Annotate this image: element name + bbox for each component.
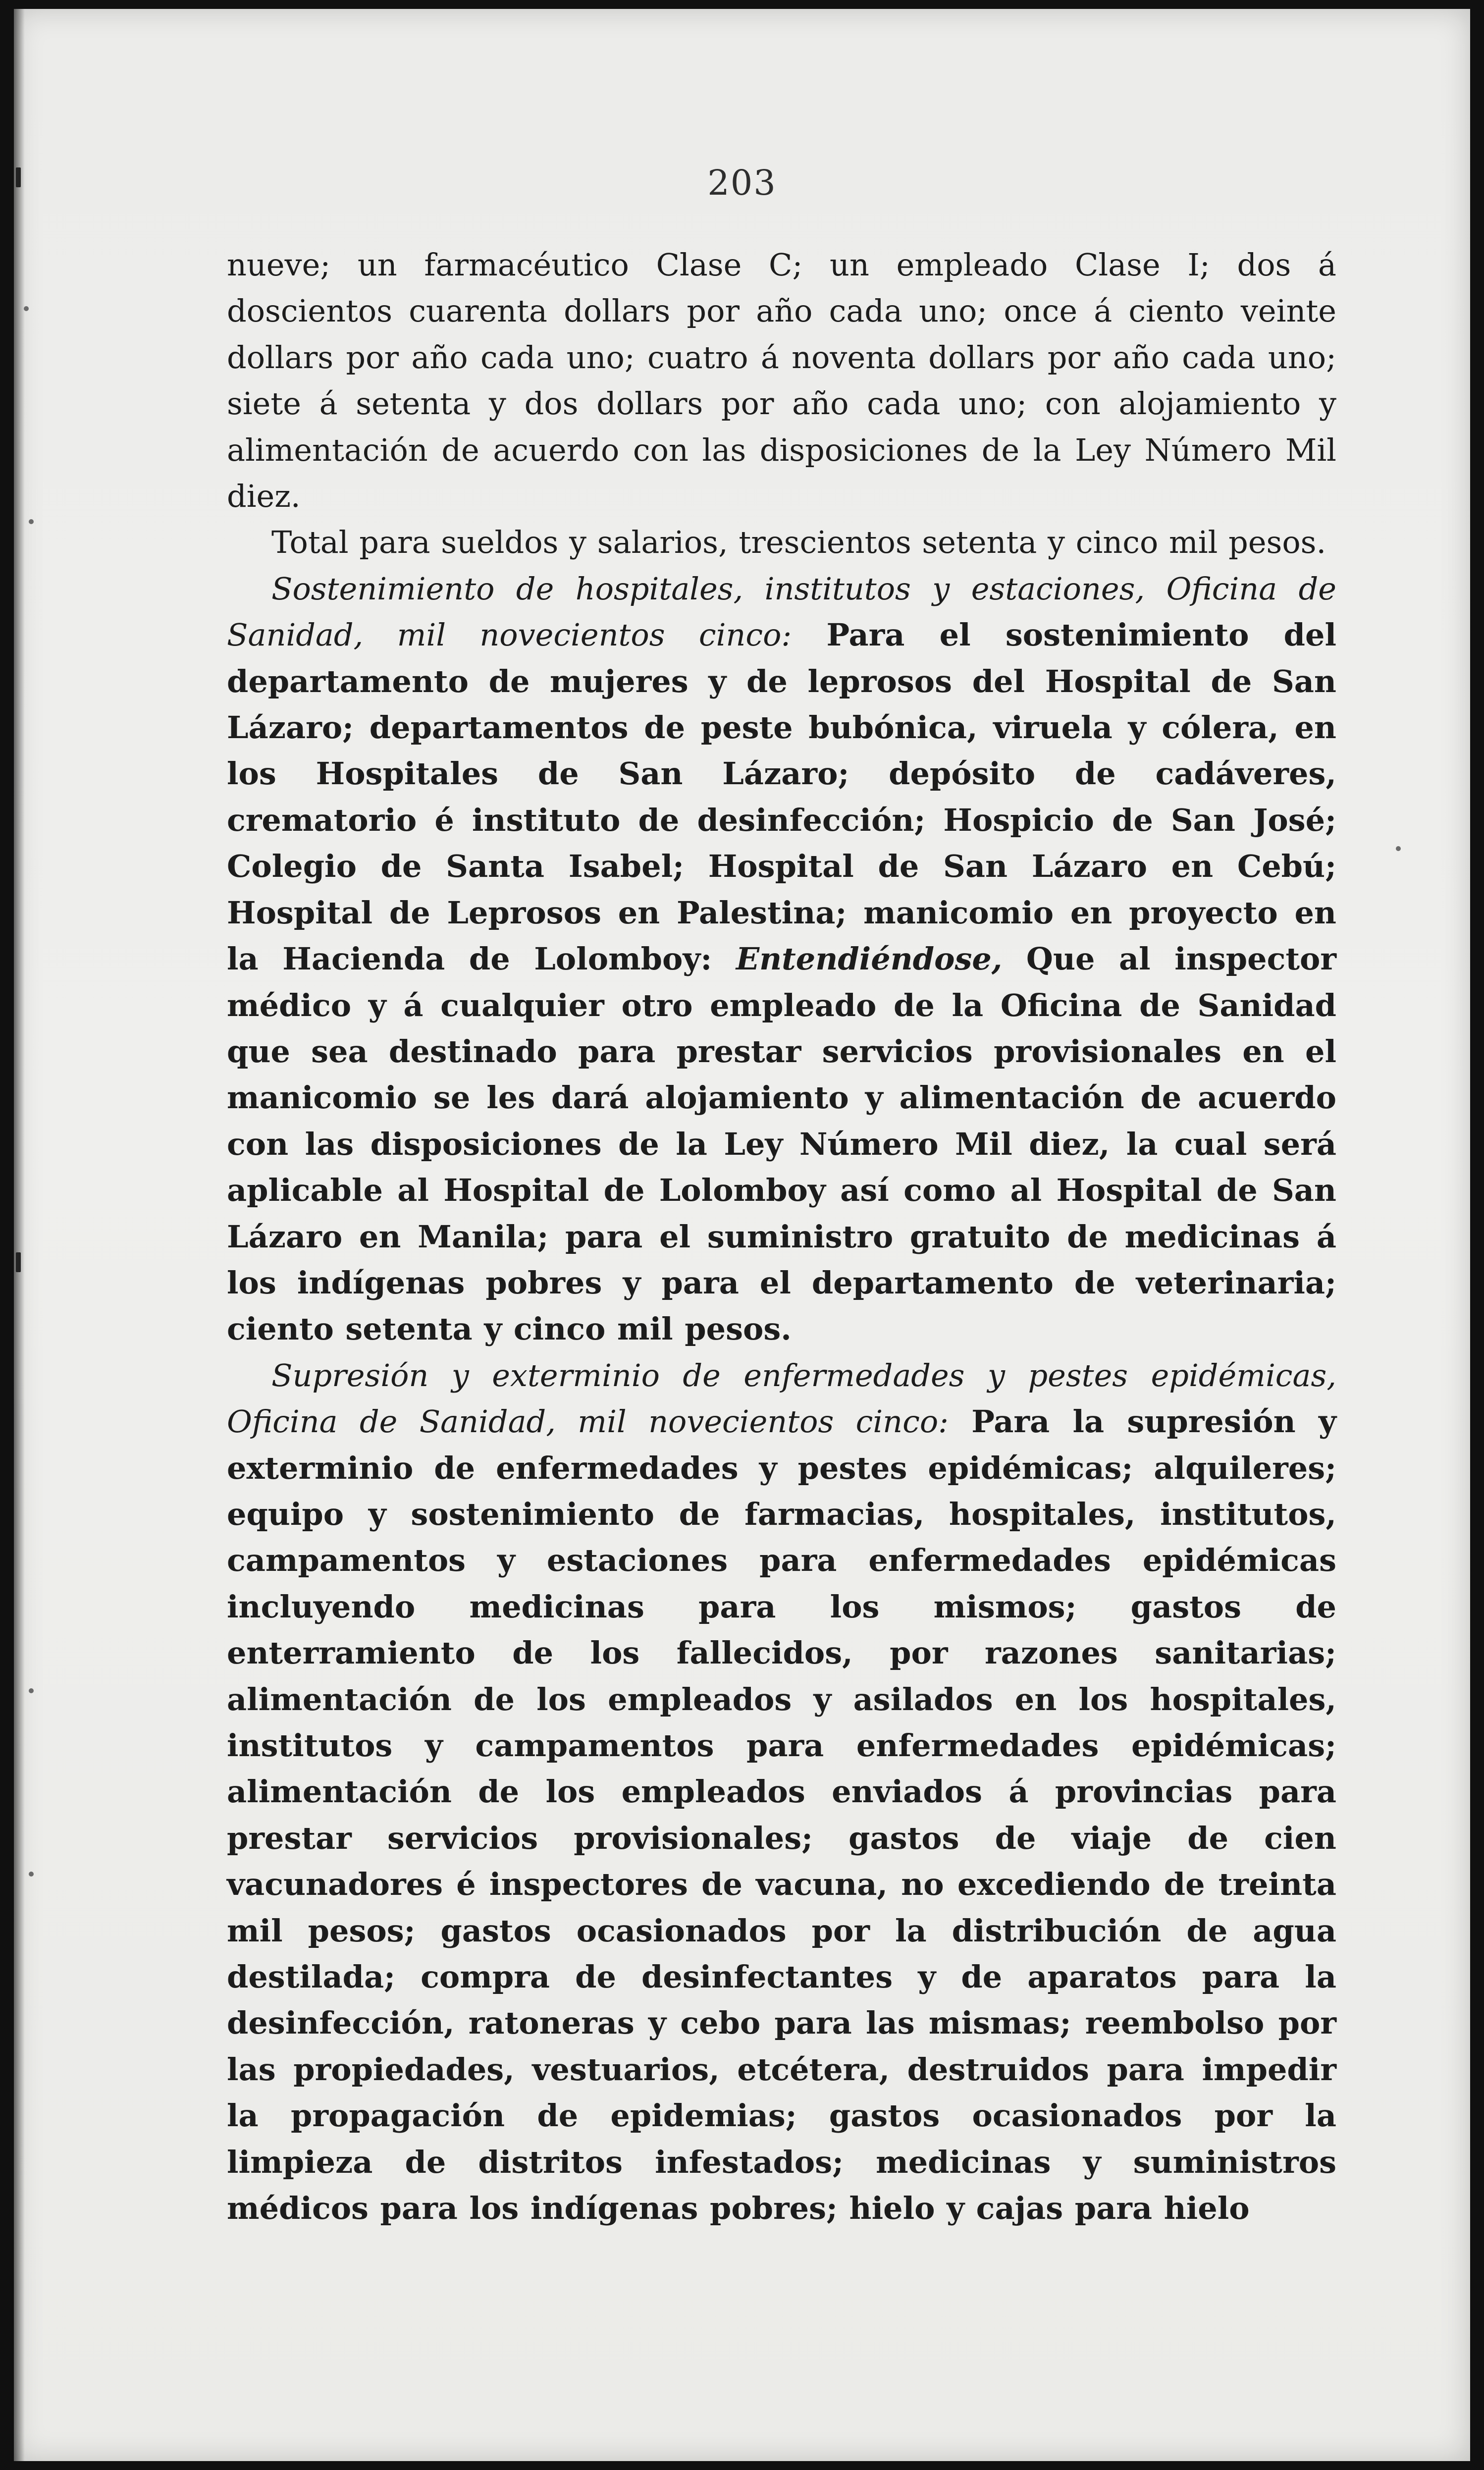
section-heading-sostenimiento: Sostenimiento de hospitales, institutos y estaciones, Oficina de Sanidad, mil novecientos cinco: xyxy=(227,570,1336,653)
scan-speck xyxy=(29,1688,34,1693)
paragraph-text: nueve; un farmacéutico Clase C; un empleado Clase I; dos á doscientos cuarenta dollars por año cada uno; once á ciento veinte dollars por año cada uno; cuatro á noventa dollars por año cada uno; siete á setenta y dos dollars por año cada uno; con alojamiento y alimentación de acuerdo con las disposiciones de la Ley Número Mil diez. xyxy=(227,247,1336,515)
paragraph-text: Total para sueldos y salarios, trescientos setenta y cinco mil pesos. xyxy=(271,524,1326,561)
paragraph-text: Para la supresión y exterminio de enfermedades y pestes epidémicas; alquileres; equipo y sostenimiento de farmacias, hospitales, institutos, campamentos y estaciones para enfermedades epidémicas incluyendo medicinas para los mismos; gastos de enterramiento de los fallecidos, por razones sanitarias; alimentación de los empleados y asilados en los hospitales, institutos y campamentos para enfermedades epidémicas; alimentación de los empleados enviados á provincias para prestar servicios provisionales; gastos de viaje de cien vacunadores é inspectores de vacuna, no excediendo de treinta mil pesos; gastos ocasionados por la distribución de agua destilada; compra de desinfectantes y de aparatos para la desinfección, ratoneras y cebo para las mismas; reembolso por las propiedades, vestuarios, etcétera, destruidos para impedir la propagación de epidemias; gastos ocasionados por la limpieza de distritos infestados; medicinas y suministros médicos para los indígenas pobres; hielo y cajas para hielo xyxy=(227,1403,1336,2227)
scan-speck xyxy=(29,1872,34,1877)
scan-edge-mark xyxy=(16,167,21,187)
scan-edge-mark xyxy=(16,1252,21,1272)
scan-speck xyxy=(1396,846,1401,851)
paragraph-text: Que al inspector médico y á cualquier otro empleado de la Oficina de Sanidad que sea destinado para prestar servicios provisionales en el manicomio se les dará alojamiento y alimentación de acuerdo con las disposiciones de la Ley Número Mil diez, la cual será aplicable al Hospital de Lolomboy así como al Hospital de San Lázaro en Manila; para el suministro gratuito de medicinas á los indígenas pobres y para el departamento de veterinaria; ciento setenta y cinco mil pesos. xyxy=(227,941,1336,1347)
scan-speck xyxy=(29,519,34,524)
proviso-keyword: Entendiéndose, xyxy=(736,941,1003,977)
scan-speck xyxy=(24,306,29,311)
document-page xyxy=(14,9,1470,2461)
paragraph-text: Para el sostenimiento del departamento de mujeres y de leprosos del Hospital de San Lázaro; departamentos de peste bubónica, viruela y cólera, en los Hospitales de San Lázaro; depósito de cadáveres, crematorio é instituto de desinfección; Hospicio de San José; Colegio de Santa Isabel; Hospital de San Lázaro en Cebú; Hospital de Leprosos en Palestina; manicomio en proyecto en la Hacienda de Lolomboy: xyxy=(227,617,1336,977)
section-heading-supresion: Supresión y exterminio de enfermedades y pestes epidémicas, Oficina de Sanidad, mil novecientos cinco: xyxy=(227,1357,1336,1440)
page-number: 203 xyxy=(707,162,777,203)
paragraph-supresion xyxy=(227,1352,1336,2232)
paragraph-continuation xyxy=(227,242,1336,519)
body-text xyxy=(227,242,1336,2231)
paragraph-sostenimiento xyxy=(227,566,1336,1352)
paragraph-total xyxy=(227,519,1336,565)
